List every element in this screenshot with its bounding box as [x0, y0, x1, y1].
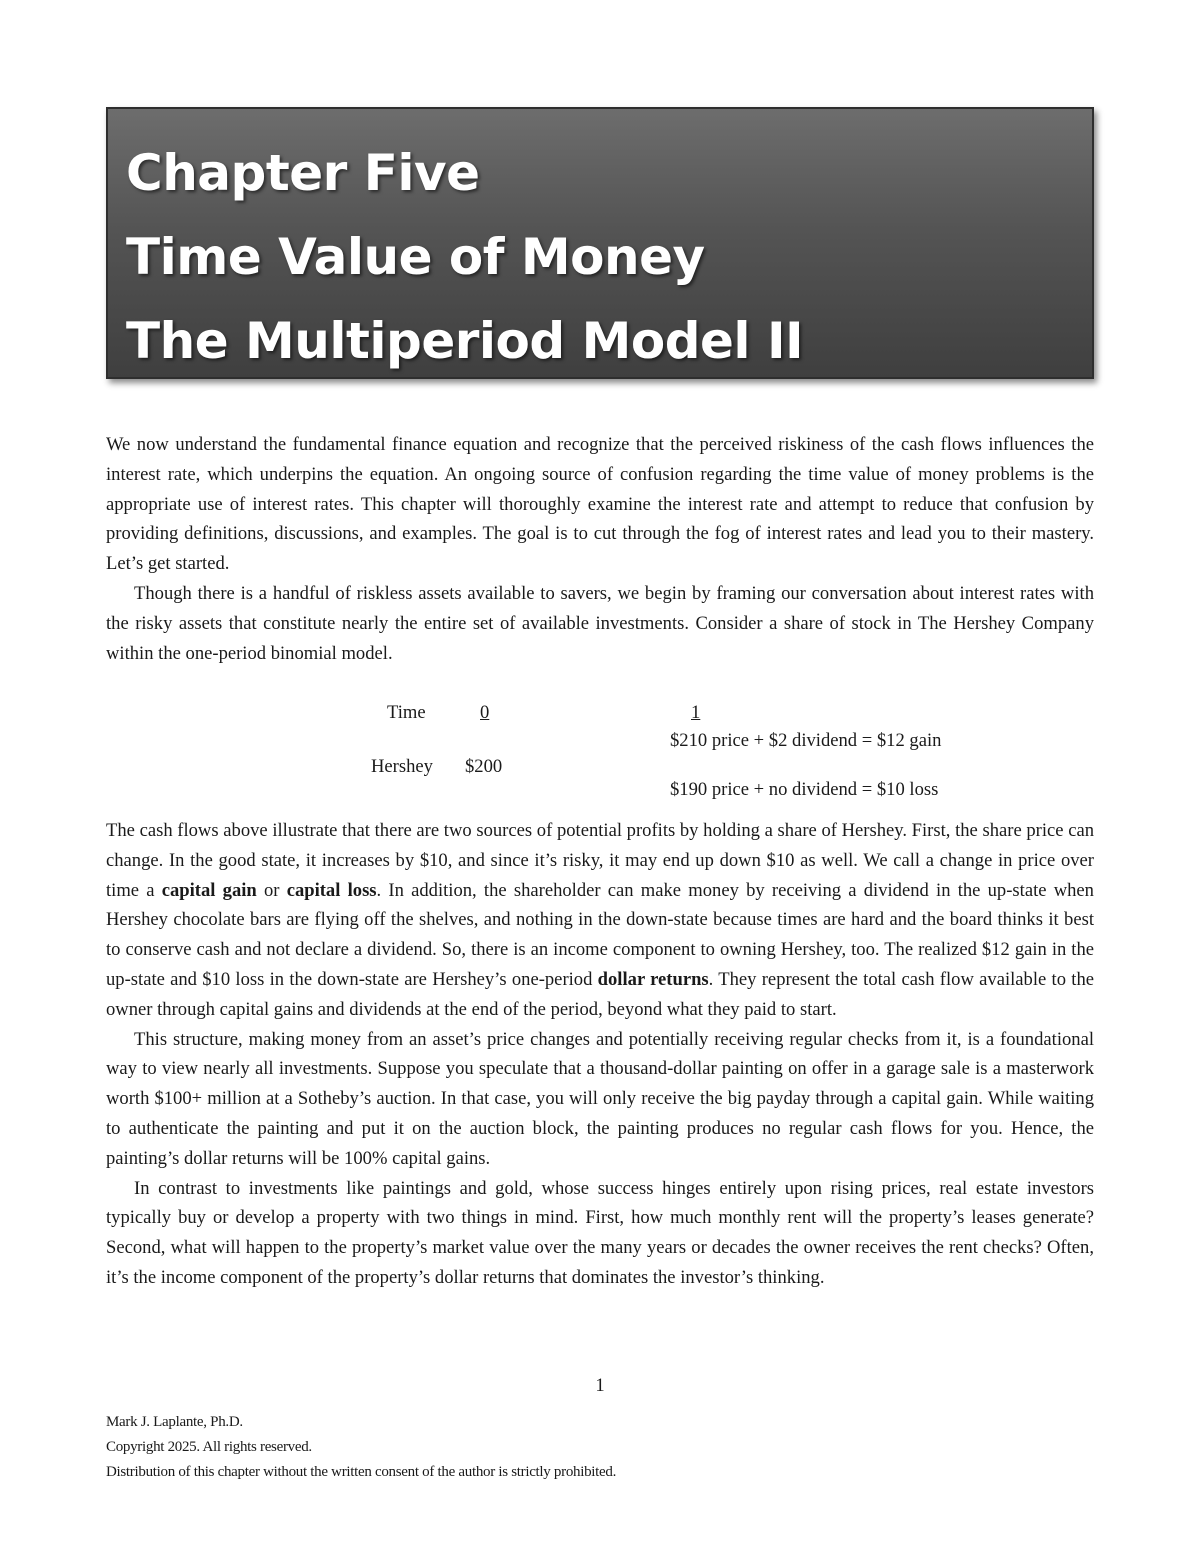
- text-run: The cash flows above illustrate that there are two sources of potential profits by holding a share of Hershey. First, the share price can change. In the good state, it increases by $10, and since it’s risky, it may end up down $10 as well. We call a change in price over time a: [106, 820, 1094, 901]
- paragraph-riskless-assets: Though there is a handful of riskless assets available to savers, we begin by framing our conversation about interest rates with the risky assets that constitute nearly the entire set of available investments. Consider a share of stock in The Hershey Company within the one-period binomial model.: [106, 582, 1094, 664]
- diagram-initial-price: $200: [465, 756, 503, 777]
- diagram-down-state: $190 price + no dividend = $10 loss: [670, 779, 939, 800]
- chapter-title-banner: [106, 107, 1094, 379]
- intro-section: [106, 430, 1094, 668]
- term-capital-loss: capital loss: [286, 879, 377, 901]
- text-run: or: [256, 879, 287, 901]
- page-footer: [106, 1410, 616, 1485]
- returns-section: [106, 816, 1094, 1293]
- paragraph-painting-example: This structure, making money from an asset’s price changes and potentially receiving regular checks from it, is a foundational way to view nearly all investments. Suppose you speculate that a thousand-dollar painting on offer in a garage sale is a masterwork worth $100+ million at a Sotheby’s auction. In that case, you will only receive the big payday through a capital gain. While waiting to authenticate the painting and put it on the auction block, the painting produces no regular cash flows for you. Hence, the painting’s dollar returns will be 100% capital gains.: [106, 1028, 1094, 1169]
- footer-copyright: Copyright 2025. All rights reserved.: [106, 1439, 312, 1455]
- diagram-time-zero: 0: [480, 702, 490, 723]
- diagram-time-label: Time: [387, 702, 426, 723]
- diagram-time-one: 1: [691, 702, 701, 723]
- footer-author: Mark J. Laplante, Ph.D.: [106, 1414, 243, 1430]
- page-number: 1: [595, 1375, 605, 1396]
- chapter-subtitle: The Multiperiod Model II: [126, 312, 804, 370]
- text-run: . They represent the total cash flow available to the owner through capital gains and dividends at the end of the period, beyond what they paid to start.: [106, 968, 1094, 1020]
- text-run: . In addition, the shareholder can make money by receiving a dividend in the up-state when Hershey chocolate bars are flying off the shelves, and nothing in the down-state because times are hard and the board thinks it best to conserve cash and not declare a dividend. So, there is an income component to owning Hershey, too. The realized $12 gain in the up-state and $10 loss in the down-state are Hershey’s one-period: [106, 879, 1094, 990]
- footer-notice: Distribution of this chapter without the written consent of the author is strictly prohibited.: [106, 1464, 617, 1480]
- diagram-up-state: $210 price + $2 dividend = $12 gain: [670, 730, 942, 751]
- term-capital-gain: capital gain: [161, 879, 257, 901]
- paragraph-real-estate-example: In contrast to investments like paintings and gold, whose success hinges entirely upon rising prices, real estate investors typically buy or develop a property with two things in mind. First, how much monthly rent will the property’s leases generate? Second, what will happen to the property’s market value over the many years or decades the owner receives the rent checks? Often, it’s the income component of the property’s dollar returns that dominates the investor’s thinking.: [106, 1177, 1094, 1288]
- term-dollar-returns: dollar returns: [597, 968, 709, 990]
- chapter-title: Time Value of Money: [126, 228, 705, 286]
- paragraph-dollar-returns: [106, 816, 1094, 1025]
- paragraph-intro: We now understand the fundamental finance equation and recognize that the perceived riskiness of the cash flows influences the interest rate, which underpins the equation. An ongoing source of confusion regarding the time value of money problems is the appropriate use of interest rates. This chapter will thoroughly examine the interest rate and attempt to reduce that confusion by providing definitions, discussions, and examples. The goal is to cut through the fog of interest rates and lead you to their mastery. Let’s get started.: [106, 434, 1094, 575]
- diagram-asset-label: Hershey: [371, 756, 433, 777]
- chapter-number: Chapter Five: [126, 144, 480, 202]
